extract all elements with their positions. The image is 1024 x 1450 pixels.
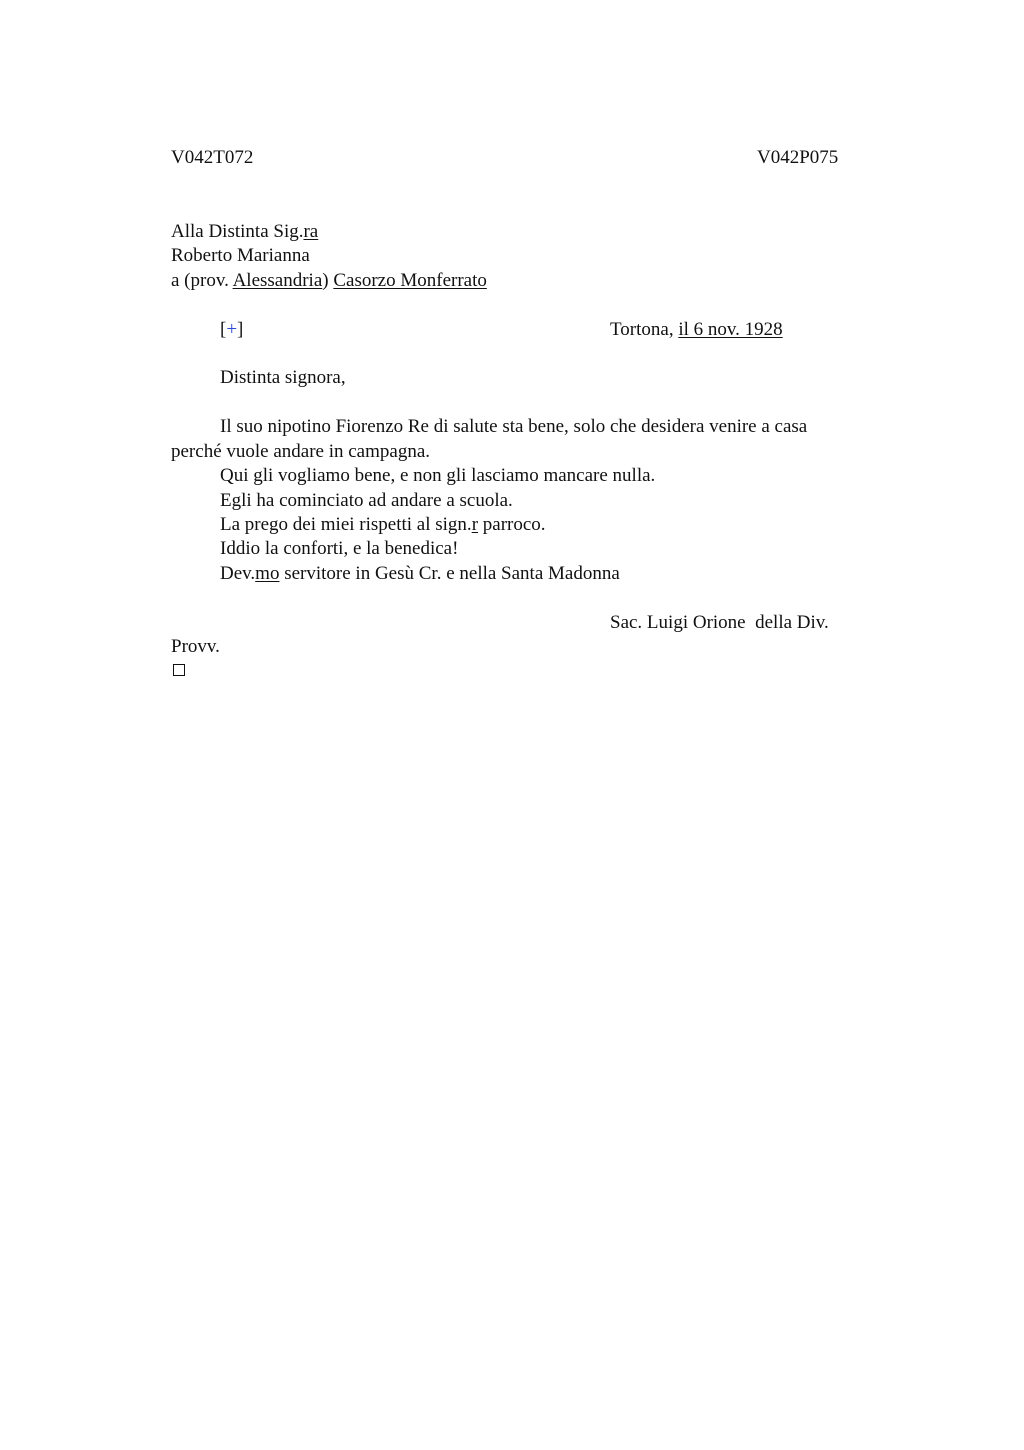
document-code-left: V042T072 (171, 147, 254, 168)
closing-suffix: servitore in Gesù Cr. e nella Santa Madonna (279, 563, 620, 584)
signature-line-1: Sac. Luigi Orione della Div. (610, 612, 829, 633)
body-line-2: Qui gli vogliamo bene, e non gli lasciamo mancare nulla. (220, 465, 656, 486)
date: il 6 nov. 1928 (678, 319, 783, 340)
cross-marker (220, 318, 243, 342)
cross-bracket-open: [ (220, 319, 227, 340)
address-title-abbrev: ra (303, 221, 319, 242)
body-line-4-abbrev: r (471, 514, 479, 535)
address-line-2: Roberto Marianna (171, 245, 310, 266)
body-paragraph-1-line-1: Il suo nipotino Fiorenzo Re di salute sta bene, solo che desidera venire a casa (220, 416, 808, 437)
body-line-4-suffix: parroco. (478, 514, 546, 535)
address-prov-prefix: a (prov. (171, 270, 233, 291)
body-line-4-prefix: La prego dei miei rispetti al sign. (220, 514, 472, 535)
closing-prefix: Dev. (220, 563, 256, 584)
checkbox-symbol-icon (173, 664, 185, 676)
address-prov-close: ) (322, 270, 334, 291)
body-paragraph-1-line-2: perché vuole andare in campagna. (171, 441, 431, 462)
address-line-3 (171, 269, 487, 293)
address-town: Casorzo Monferrato (333, 270, 487, 291)
address-province: Alessandria (232, 270, 323, 291)
address-line-1 (171, 220, 318, 244)
cross-icon: + (226, 319, 238, 340)
body-line-4 (220, 513, 546, 537)
body-line-5: Iddio la conforti, e la benedica! (220, 538, 459, 559)
address-recipient-title: Alla Distinta Sig. (171, 221, 304, 242)
place: Tortona, (610, 319, 679, 340)
closing-abbrev: mo (255, 563, 280, 584)
cross-bracket-close: ] (237, 319, 244, 340)
closing-line (220, 562, 620, 586)
document-code-right: V042P075 (757, 147, 839, 168)
salutation: Distinta signora, (220, 367, 346, 388)
signature-line-2: Provv. (171, 636, 220, 657)
body-line-3: Egli ha cominciato ad andare a scuola. (220, 490, 513, 511)
place-date (610, 318, 783, 342)
